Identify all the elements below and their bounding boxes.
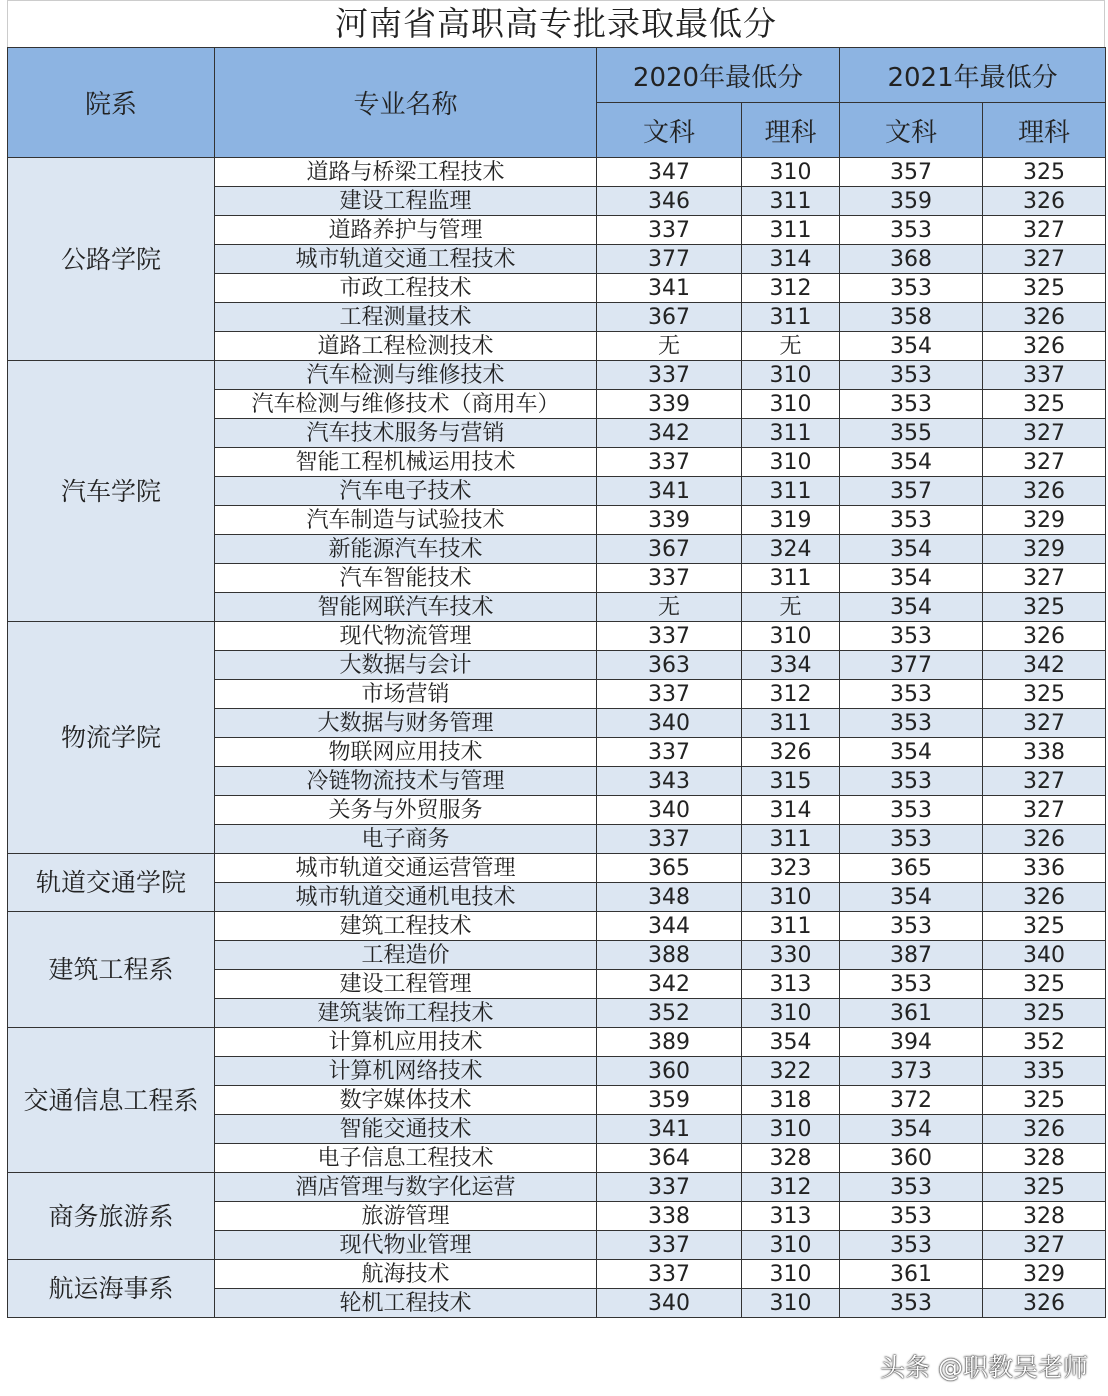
score-2021-li: 326	[983, 477, 1106, 506]
table-row	[8, 912, 1106, 941]
score-2020-wen: 337	[597, 448, 742, 477]
score-2020-li: 354	[742, 1028, 840, 1057]
score-2021-wen: 355	[840, 419, 983, 448]
major-name: 现代物业管理	[215, 1231, 597, 1260]
score-2021-li: 326	[983, 622, 1106, 651]
score-2021-li: 325	[983, 999, 1106, 1028]
major-name: 工程造价	[215, 941, 597, 970]
major-name: 物联网应用技术	[215, 738, 597, 767]
score-2020-li: 324	[742, 535, 840, 564]
major-name: 道路养护与管理	[215, 216, 597, 245]
score-2021-wen: 361	[840, 1260, 983, 1289]
score-2020-wen: 341	[597, 1115, 742, 1144]
score-2020-li: 311	[742, 564, 840, 593]
score-2021-wen: 373	[840, 1057, 983, 1086]
score-2020-li: 323	[742, 854, 840, 883]
score-2020-wen: 347	[597, 158, 742, 187]
page-title: 河南省高职高专批录取最低分	[7, 0, 1105, 47]
score-2020-li: 311	[742, 187, 840, 216]
score-2021-wen: 353	[840, 274, 983, 303]
dept-name: 建筑工程系	[8, 912, 215, 1028]
score-2020-wen: 337	[597, 1173, 742, 1202]
score-2021-wen: 353	[840, 1202, 983, 1231]
score-2021-li: 326	[983, 825, 1106, 854]
score-2021-li: 325	[983, 593, 1106, 622]
score-2020-wen: 348	[597, 883, 742, 912]
score-2020-wen: 377	[597, 245, 742, 274]
score-2021-wen: 354	[840, 593, 983, 622]
score-2021-li: 326	[983, 1115, 1106, 1144]
score-2021-li: 326	[983, 1289, 1106, 1318]
score-2020-wen: 339	[597, 506, 742, 535]
major-name: 智能交通技术	[215, 1115, 597, 1144]
score-2021-li: 337	[983, 361, 1106, 390]
score-2021-wen: 387	[840, 941, 983, 970]
major-name: 建设工程监理	[215, 187, 597, 216]
score-2021-wen: 353	[840, 216, 983, 245]
score-2020-wen: 337	[597, 216, 742, 245]
score-2020-wen: 388	[597, 941, 742, 970]
score-2021-li: 327	[983, 1231, 1106, 1260]
score-2020-li: 312	[742, 274, 840, 303]
score-2020-wen: 337	[597, 1231, 742, 1260]
score-2020-li: 310	[742, 999, 840, 1028]
major-name: 冷链物流技术与管理	[215, 767, 597, 796]
score-2020-li: 319	[742, 506, 840, 535]
dept-name: 轨道交通学院	[8, 854, 215, 912]
score-2020-wen: 363	[597, 651, 742, 680]
score-2021-wen: 358	[840, 303, 983, 332]
score-2020-wen: 346	[597, 187, 742, 216]
score-2021-wen: 353	[840, 680, 983, 709]
major-name: 道路工程检测技术	[215, 332, 597, 361]
major-name: 现代物流管理	[215, 622, 597, 651]
score-2020-li: 314	[742, 796, 840, 825]
score-2021-li: 325	[983, 390, 1106, 419]
major-name: 智能网联汽车技术	[215, 593, 597, 622]
score-2020-li: 311	[742, 825, 840, 854]
score-2020-li: 310	[742, 1115, 840, 1144]
dept-name: 物流学院	[8, 622, 215, 854]
score-2020-wen: 365	[597, 854, 742, 883]
watermark: 头条 @职教吴老师	[880, 1353, 1088, 1382]
score-2020-li: 328	[742, 1144, 840, 1173]
score-2020-wen: 341	[597, 274, 742, 303]
score-2020-wen: 341	[597, 477, 742, 506]
major-name: 工程测量技术	[215, 303, 597, 332]
major-name: 汽车智能技术	[215, 564, 597, 593]
major-name: 建筑工程技术	[215, 912, 597, 941]
major-name: 建筑装饰工程技术	[215, 999, 597, 1028]
score-table-document	[7, 0, 1105, 1318]
table-row	[8, 1028, 1106, 1057]
score-2021-li: 329	[983, 535, 1106, 564]
score-2021-wen: 353	[840, 709, 983, 738]
table-row	[8, 1173, 1106, 1202]
header-2021-wen: 文科	[840, 103, 983, 158]
score-2020-li: 310	[742, 448, 840, 477]
score-2021-li: 325	[983, 1173, 1106, 1202]
score-table	[7, 47, 1106, 1318]
major-name: 大数据与会计	[215, 651, 597, 680]
score-2021-li: 327	[983, 564, 1106, 593]
score-2020-li: 无	[742, 332, 840, 361]
major-name: 市政工程技术	[215, 274, 597, 303]
score-2020-li: 310	[742, 158, 840, 187]
score-2020-li: 311	[742, 912, 840, 941]
score-2020-li: 322	[742, 1057, 840, 1086]
score-2021-wen: 353	[840, 390, 983, 419]
score-2021-li: 340	[983, 941, 1106, 970]
score-2020-li: 310	[742, 622, 840, 651]
score-2021-wen: 354	[840, 448, 983, 477]
score-2021-li: 325	[983, 970, 1106, 999]
score-2020-li: 312	[742, 1173, 840, 1202]
score-2021-wen: 353	[840, 361, 983, 390]
score-2021-li: 327	[983, 216, 1106, 245]
major-name: 城市轨道交通机电技术	[215, 883, 597, 912]
major-name: 酒店管理与数字化运营	[215, 1173, 597, 1202]
score-2021-li: 329	[983, 506, 1106, 535]
header-major: 专业名称	[215, 48, 597, 158]
score-2020-li: 311	[742, 216, 840, 245]
score-2020-li: 318	[742, 1086, 840, 1115]
major-name: 新能源汽车技术	[215, 535, 597, 564]
score-2020-li: 310	[742, 1289, 840, 1318]
score-2021-li: 327	[983, 448, 1106, 477]
score-2020-wen: 337	[597, 622, 742, 651]
table-row	[8, 1260, 1106, 1289]
score-2020-wen: 337	[597, 361, 742, 390]
score-2021-li: 325	[983, 680, 1106, 709]
score-2021-wen: 357	[840, 158, 983, 187]
major-name: 汽车技术服务与营销	[215, 419, 597, 448]
score-2021-wen: 354	[840, 738, 983, 767]
score-2020-wen: 无	[597, 332, 742, 361]
score-2021-li: 325	[983, 1086, 1106, 1115]
header-2020-li: 理科	[742, 103, 840, 158]
score-2020-wen: 338	[597, 1202, 742, 1231]
major-name: 大数据与财务管理	[215, 709, 597, 738]
score-2021-wen: 353	[840, 767, 983, 796]
score-2020-wen: 364	[597, 1144, 742, 1173]
score-2020-wen: 337	[597, 564, 742, 593]
score-2021-li: 325	[983, 158, 1106, 187]
score-2020-wen: 359	[597, 1086, 742, 1115]
score-2020-wen: 340	[597, 1289, 742, 1318]
major-name: 轮机工程技术	[215, 1289, 597, 1318]
score-2021-li: 338	[983, 738, 1106, 767]
score-2021-wen: 365	[840, 854, 983, 883]
major-name: 计算机应用技术	[215, 1028, 597, 1057]
score-2021-li: 329	[983, 1260, 1106, 1289]
score-2021-li: 327	[983, 709, 1106, 738]
dept-name: 汽车学院	[8, 361, 215, 622]
score-2020-li: 310	[742, 1260, 840, 1289]
score-2020-wen: 337	[597, 680, 742, 709]
score-2021-li: 335	[983, 1057, 1106, 1086]
score-2021-li: 327	[983, 419, 1106, 448]
score-2021-li: 327	[983, 245, 1106, 274]
table-row	[8, 158, 1106, 187]
score-2020-wen: 352	[597, 999, 742, 1028]
score-2021-wen: 353	[840, 506, 983, 535]
header-2020-wen: 文科	[597, 103, 742, 158]
score-2020-wen: 360	[597, 1057, 742, 1086]
score-2021-wen: 372	[840, 1086, 983, 1115]
major-name: 关务与外贸服务	[215, 796, 597, 825]
score-2021-li: 327	[983, 767, 1106, 796]
score-2021-wen: 353	[840, 622, 983, 651]
score-2021-li: 325	[983, 274, 1106, 303]
table-row	[8, 361, 1106, 390]
header-2020: 2020年最低分	[597, 48, 840, 103]
table-row	[8, 854, 1106, 883]
score-2021-li: 326	[983, 187, 1106, 216]
major-name: 城市轨道交通运营管理	[215, 854, 597, 883]
score-2020-wen: 367	[597, 303, 742, 332]
score-2020-li: 311	[742, 419, 840, 448]
score-2021-wen: 354	[840, 564, 983, 593]
score-2020-wen: 337	[597, 1260, 742, 1289]
score-2021-wen: 353	[840, 970, 983, 999]
score-2020-wen: 367	[597, 535, 742, 564]
score-2021-wen: 357	[840, 477, 983, 506]
dept-name: 交通信息工程系	[8, 1028, 215, 1173]
score-2021-wen: 359	[840, 187, 983, 216]
score-2020-wen: 343	[597, 767, 742, 796]
score-2020-li: 311	[742, 303, 840, 332]
score-2021-wen: 353	[840, 1231, 983, 1260]
header-2021-li: 理科	[983, 103, 1106, 158]
score-2021-li: 328	[983, 1144, 1106, 1173]
score-2021-wen: 353	[840, 912, 983, 941]
score-2020-wen: 344	[597, 912, 742, 941]
score-2020-wen: 340	[597, 709, 742, 738]
score-2021-wen: 361	[840, 999, 983, 1028]
score-2020-li: 313	[742, 970, 840, 999]
score-2020-wen: 339	[597, 390, 742, 419]
score-2020-li: 310	[742, 361, 840, 390]
score-2020-li: 无	[742, 593, 840, 622]
major-name: 电子商务	[215, 825, 597, 854]
score-2020-wen: 342	[597, 970, 742, 999]
score-2021-wen: 353	[840, 796, 983, 825]
score-2020-li: 334	[742, 651, 840, 680]
score-2021-wen: 377	[840, 651, 983, 680]
major-name: 智能工程机械运用技术	[215, 448, 597, 477]
score-2020-li: 314	[742, 245, 840, 274]
score-2020-li: 310	[742, 390, 840, 419]
score-2020-li: 326	[742, 738, 840, 767]
score-2020-wen: 337	[597, 825, 742, 854]
major-name: 道路与桥梁工程技术	[215, 158, 597, 187]
major-name: 数字媒体技术	[215, 1086, 597, 1115]
score-2020-wen: 无	[597, 593, 742, 622]
score-2021-wen: 394	[840, 1028, 983, 1057]
score-2021-wen: 354	[840, 332, 983, 361]
dept-name: 商务旅游系	[8, 1173, 215, 1260]
major-name: 汽车检测与维修技术（商用车）	[215, 390, 597, 419]
score-2021-wen: 354	[840, 1115, 983, 1144]
score-2021-li: 336	[983, 854, 1106, 883]
score-2020-li: 311	[742, 477, 840, 506]
score-2020-wen: 340	[597, 796, 742, 825]
major-name: 汽车检测与维修技术	[215, 361, 597, 390]
score-2021-li: 326	[983, 332, 1106, 361]
major-name: 汽车电子技术	[215, 477, 597, 506]
score-2021-li: 326	[983, 303, 1106, 332]
score-2021-wen: 353	[840, 1173, 983, 1202]
score-2021-li: 326	[983, 883, 1106, 912]
major-name: 航海技术	[215, 1260, 597, 1289]
dept-name: 航运海事系	[8, 1260, 215, 1318]
score-2020-li: 312	[742, 680, 840, 709]
score-2020-li: 310	[742, 883, 840, 912]
score-2021-li: 327	[983, 796, 1106, 825]
score-2020-li: 330	[742, 941, 840, 970]
score-2021-wen: 353	[840, 825, 983, 854]
score-2020-wen: 389	[597, 1028, 742, 1057]
score-2020-li: 310	[742, 1231, 840, 1260]
major-name: 汽车制造与试验技术	[215, 506, 597, 535]
score-2020-li: 311	[742, 709, 840, 738]
score-2021-wen: 354	[840, 883, 983, 912]
header-2021: 2021年最低分	[840, 48, 1106, 103]
score-2021-wen: 353	[840, 1289, 983, 1318]
major-name: 市场营销	[215, 680, 597, 709]
table-row	[8, 622, 1106, 651]
score-2021-wen: 368	[840, 245, 983, 274]
score-2020-wen: 342	[597, 419, 742, 448]
major-name: 计算机网络技术	[215, 1057, 597, 1086]
score-2020-li: 315	[742, 767, 840, 796]
score-2021-wen: 354	[840, 535, 983, 564]
score-2021-li: 325	[983, 912, 1106, 941]
score-2021-li: 352	[983, 1028, 1106, 1057]
major-name: 电子信息工程技术	[215, 1144, 597, 1173]
major-name: 旅游管理	[215, 1202, 597, 1231]
score-2020-wen: 337	[597, 738, 742, 767]
table-body	[8, 158, 1106, 1318]
dept-name: 公路学院	[8, 158, 215, 361]
score-2021-li: 328	[983, 1202, 1106, 1231]
major-name: 建设工程管理	[215, 970, 597, 999]
score-2021-li: 342	[983, 651, 1106, 680]
score-2020-li: 313	[742, 1202, 840, 1231]
header-dept: 院系	[8, 48, 215, 158]
score-2021-wen: 360	[840, 1144, 983, 1173]
major-name: 城市轨道交通工程技术	[215, 245, 597, 274]
